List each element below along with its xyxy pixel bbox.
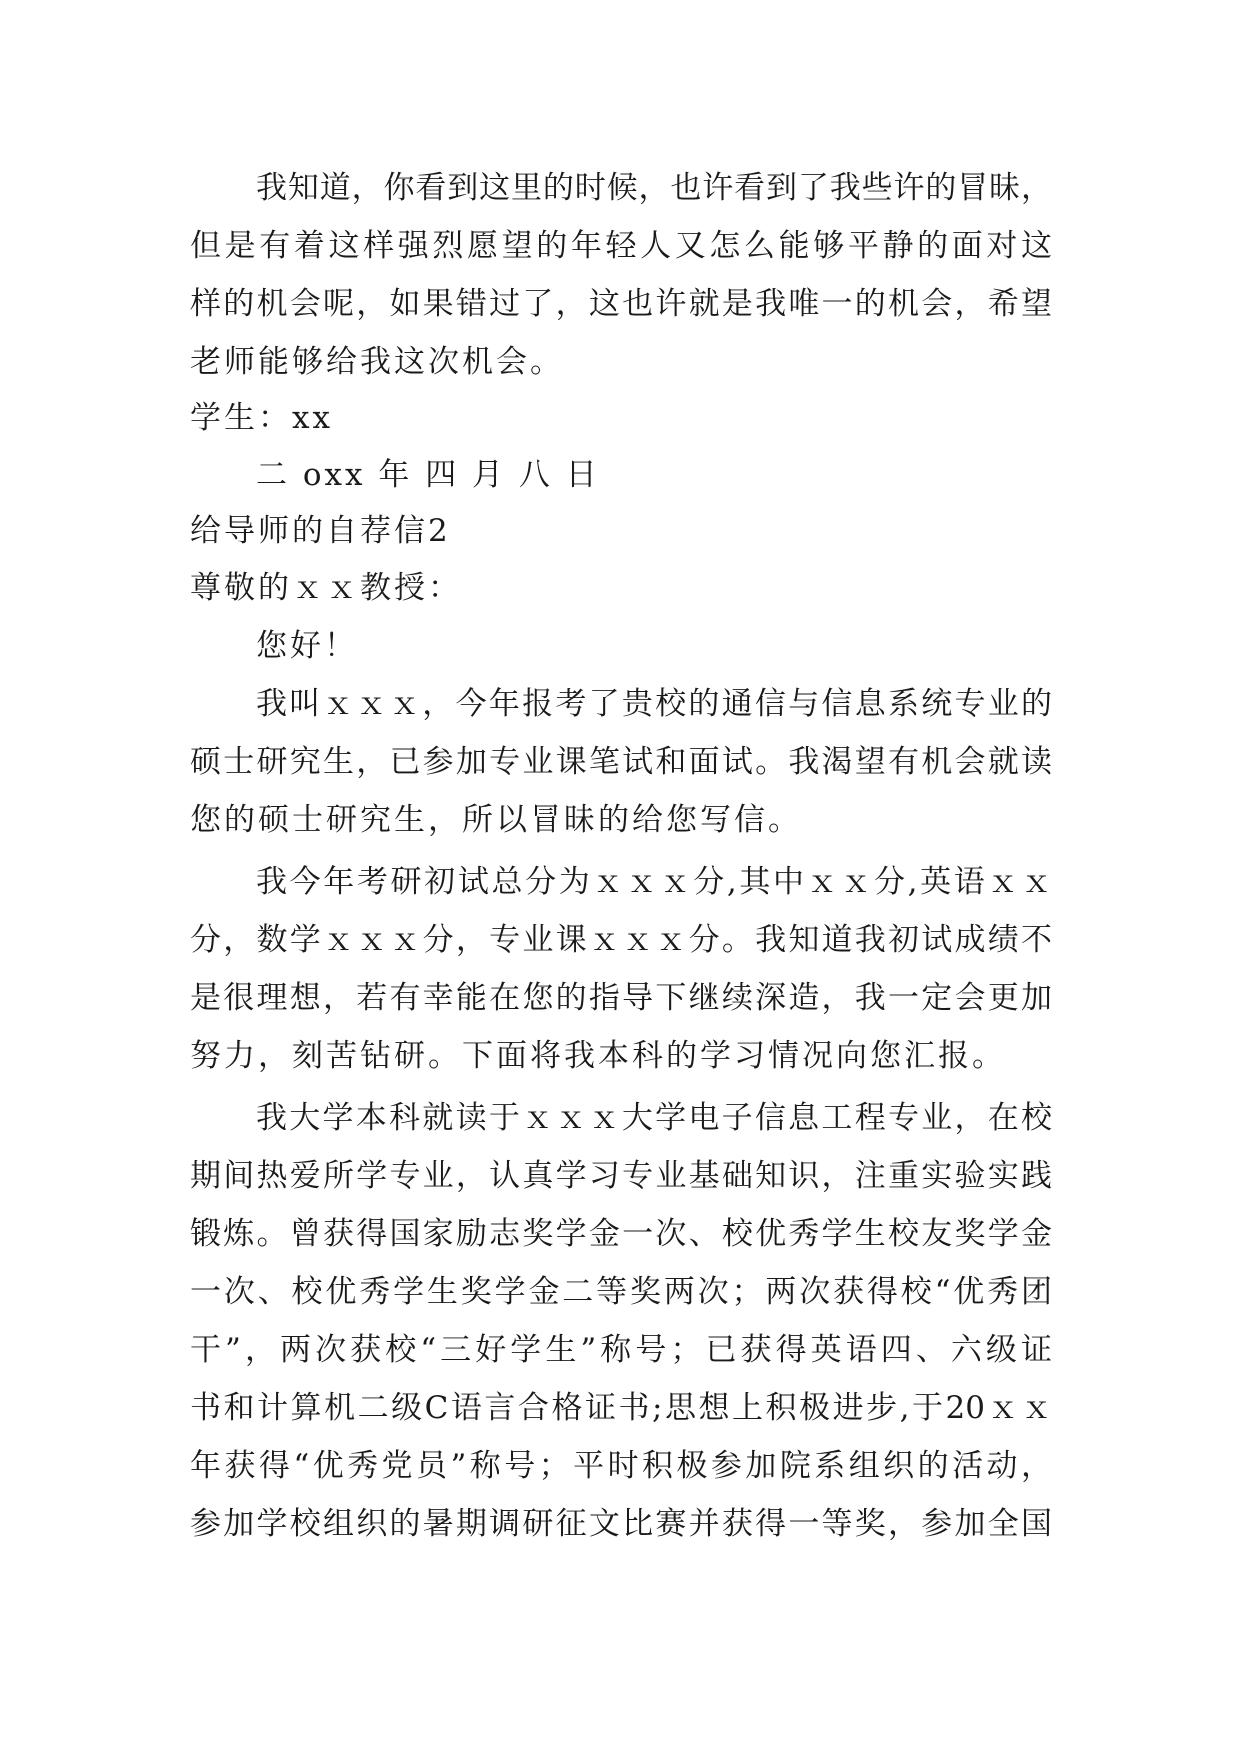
- paragraph-line: 年获得“优秀党员”称号；平时积极参加院系组织的活动，: [190, 1448, 1052, 1484]
- paragraph-line: 是很理想，若有幸能在您的指导下继续深造，我一定会更加: [190, 980, 1052, 1016]
- signature-student: 学生：xx: [190, 400, 333, 436]
- paragraph-line: 参加学校组织的暑期调研征文比赛并获得一等奖，参加全国: [190, 1506, 1052, 1542]
- letter-greeting: 您好！: [256, 628, 358, 664]
- paragraph-line: 您的硕士研究生，所以冒昧的给您写信。: [190, 802, 802, 838]
- paragraph-line: 一次、校优秀学生奖学金二等奖两次；两次获得校“优秀团: [190, 1274, 1052, 1310]
- paragraph-line: 老师能够给我这次机会。: [190, 344, 564, 380]
- paragraph-line: 我知道，你看到这里的时候，也许看到了我些许的冒昧，: [256, 170, 1052, 206]
- paragraph-line: 我今年考研初试总分为ｘｘｘ分,其中ｘｘ分,英语ｘｘ: [256, 864, 1052, 900]
- paragraph-line: 分，数学ｘｘｘ分，专业课ｘｘｘ分。我知道我初试成绩不: [190, 922, 1052, 958]
- paragraph-line: 期间热爱所学专业，认真学习专业基础知识，注重实验实践: [190, 1158, 1052, 1194]
- letter-date: 二 oxx 年 四 月 八 日: [256, 457, 600, 493]
- paragraph-line: 但是有着这样强烈愿望的年轻人又怎么能够平静的面对这: [190, 228, 1052, 264]
- paragraph-line: 锻炼。曾获得国家励志奖学金一次、校优秀学生校友奖学金: [190, 1216, 1052, 1252]
- paragraph-line: 努力，刻苦钻研。下面将我本科的学习情况向您汇报。: [190, 1038, 1006, 1074]
- paragraph-line: 样的机会呢，如果错过了，这也许就是我唯一的机会，希望: [190, 286, 1052, 322]
- paragraph-line: 我叫ｘｘｘ，今年报考了贵校的通信与信息系统专业的: [256, 686, 1052, 722]
- paragraph-line: 书和计算机二级C语言合格证书;思想上积极进步,于20ｘｘ: [190, 1390, 1052, 1426]
- paragraph-line: 我大学本科就读于ｘｘｘ大学电子信息工程专业，在校: [256, 1100, 1052, 1136]
- letter-salutation: 尊敬的ｘｘ教授：: [190, 570, 462, 606]
- paragraph-line: 干”，两次获校“三好学生”称号；已获得英语四、六级证: [190, 1332, 1052, 1368]
- letter-heading: 给导师的自荐信2: [190, 513, 451, 549]
- paragraph-line: 硕士研究生，已参加专业课笔试和面试。我渴望有机会就读: [190, 744, 1052, 780]
